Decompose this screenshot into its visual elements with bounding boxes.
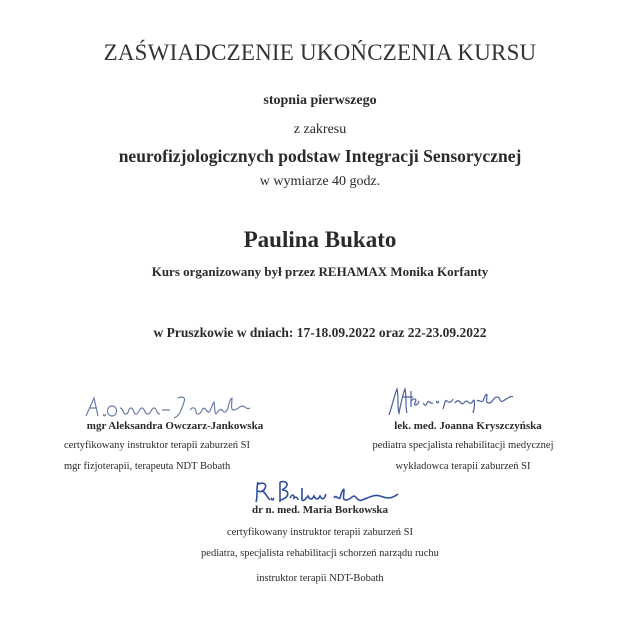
signatory-3-name: dr n. med. Maria Borkowska — [251, 504, 389, 516]
signatory-3-line-3: instruktor terapii NDT-Bobath — [256, 573, 384, 584]
signature-1-icon — [82, 392, 267, 420]
signatory-1-line-2: mgr fizjoterapii, terapeuta NDT Bobath — [64, 461, 231, 472]
signatory-2-name: lek. med. Joanna Kryszczyńska — [394, 420, 542, 432]
scope-label: z zakresu — [293, 122, 347, 137]
signatory-1-block — [70, 420, 280, 432]
signatory-3-line-1: certyfikowany instruktor terapii zaburzeń SI — [226, 527, 414, 538]
course-name: neurofizjologicznych podstaw Integracji Sensorycznej — [118, 146, 522, 166]
duration-text: w wymiarze 40 godz. — [259, 174, 381, 189]
place-dates-text: w Pruszkowie w dniach: 17-18.09.2022 oraz 22-23.09.2022 — [153, 325, 487, 340]
signatory-2-line-1: pediatra specjalista rehabilitacji medycznej — [372, 440, 554, 451]
signatory-1-name: mgr Aleksandra Owczarz-Jankowska — [86, 420, 264, 432]
certificate-title: ZAŚWIADCZENIE UKOŃCZENIA KURSU — [103, 40, 537, 65]
signatory-1-line-1: certyfikowany instruktor terapii zaburzeń SI — [64, 440, 251, 451]
signature-2-icon — [385, 383, 525, 419]
organizer-text: Kurs organizowany był przez REHAMAX Monika Korfanty — [151, 264, 489, 279]
signatory-3-line-2: pediatra, specjalista rehabilitacji schorzeń narządu ruchu — [201, 548, 439, 559]
signatory-2-line-2: wykładowca terapii zaburzeń SI — [395, 461, 531, 472]
degree-text: stopnia pierwszego — [263, 93, 377, 108]
recipient-name: Paulina Bukato — [243, 227, 397, 252]
